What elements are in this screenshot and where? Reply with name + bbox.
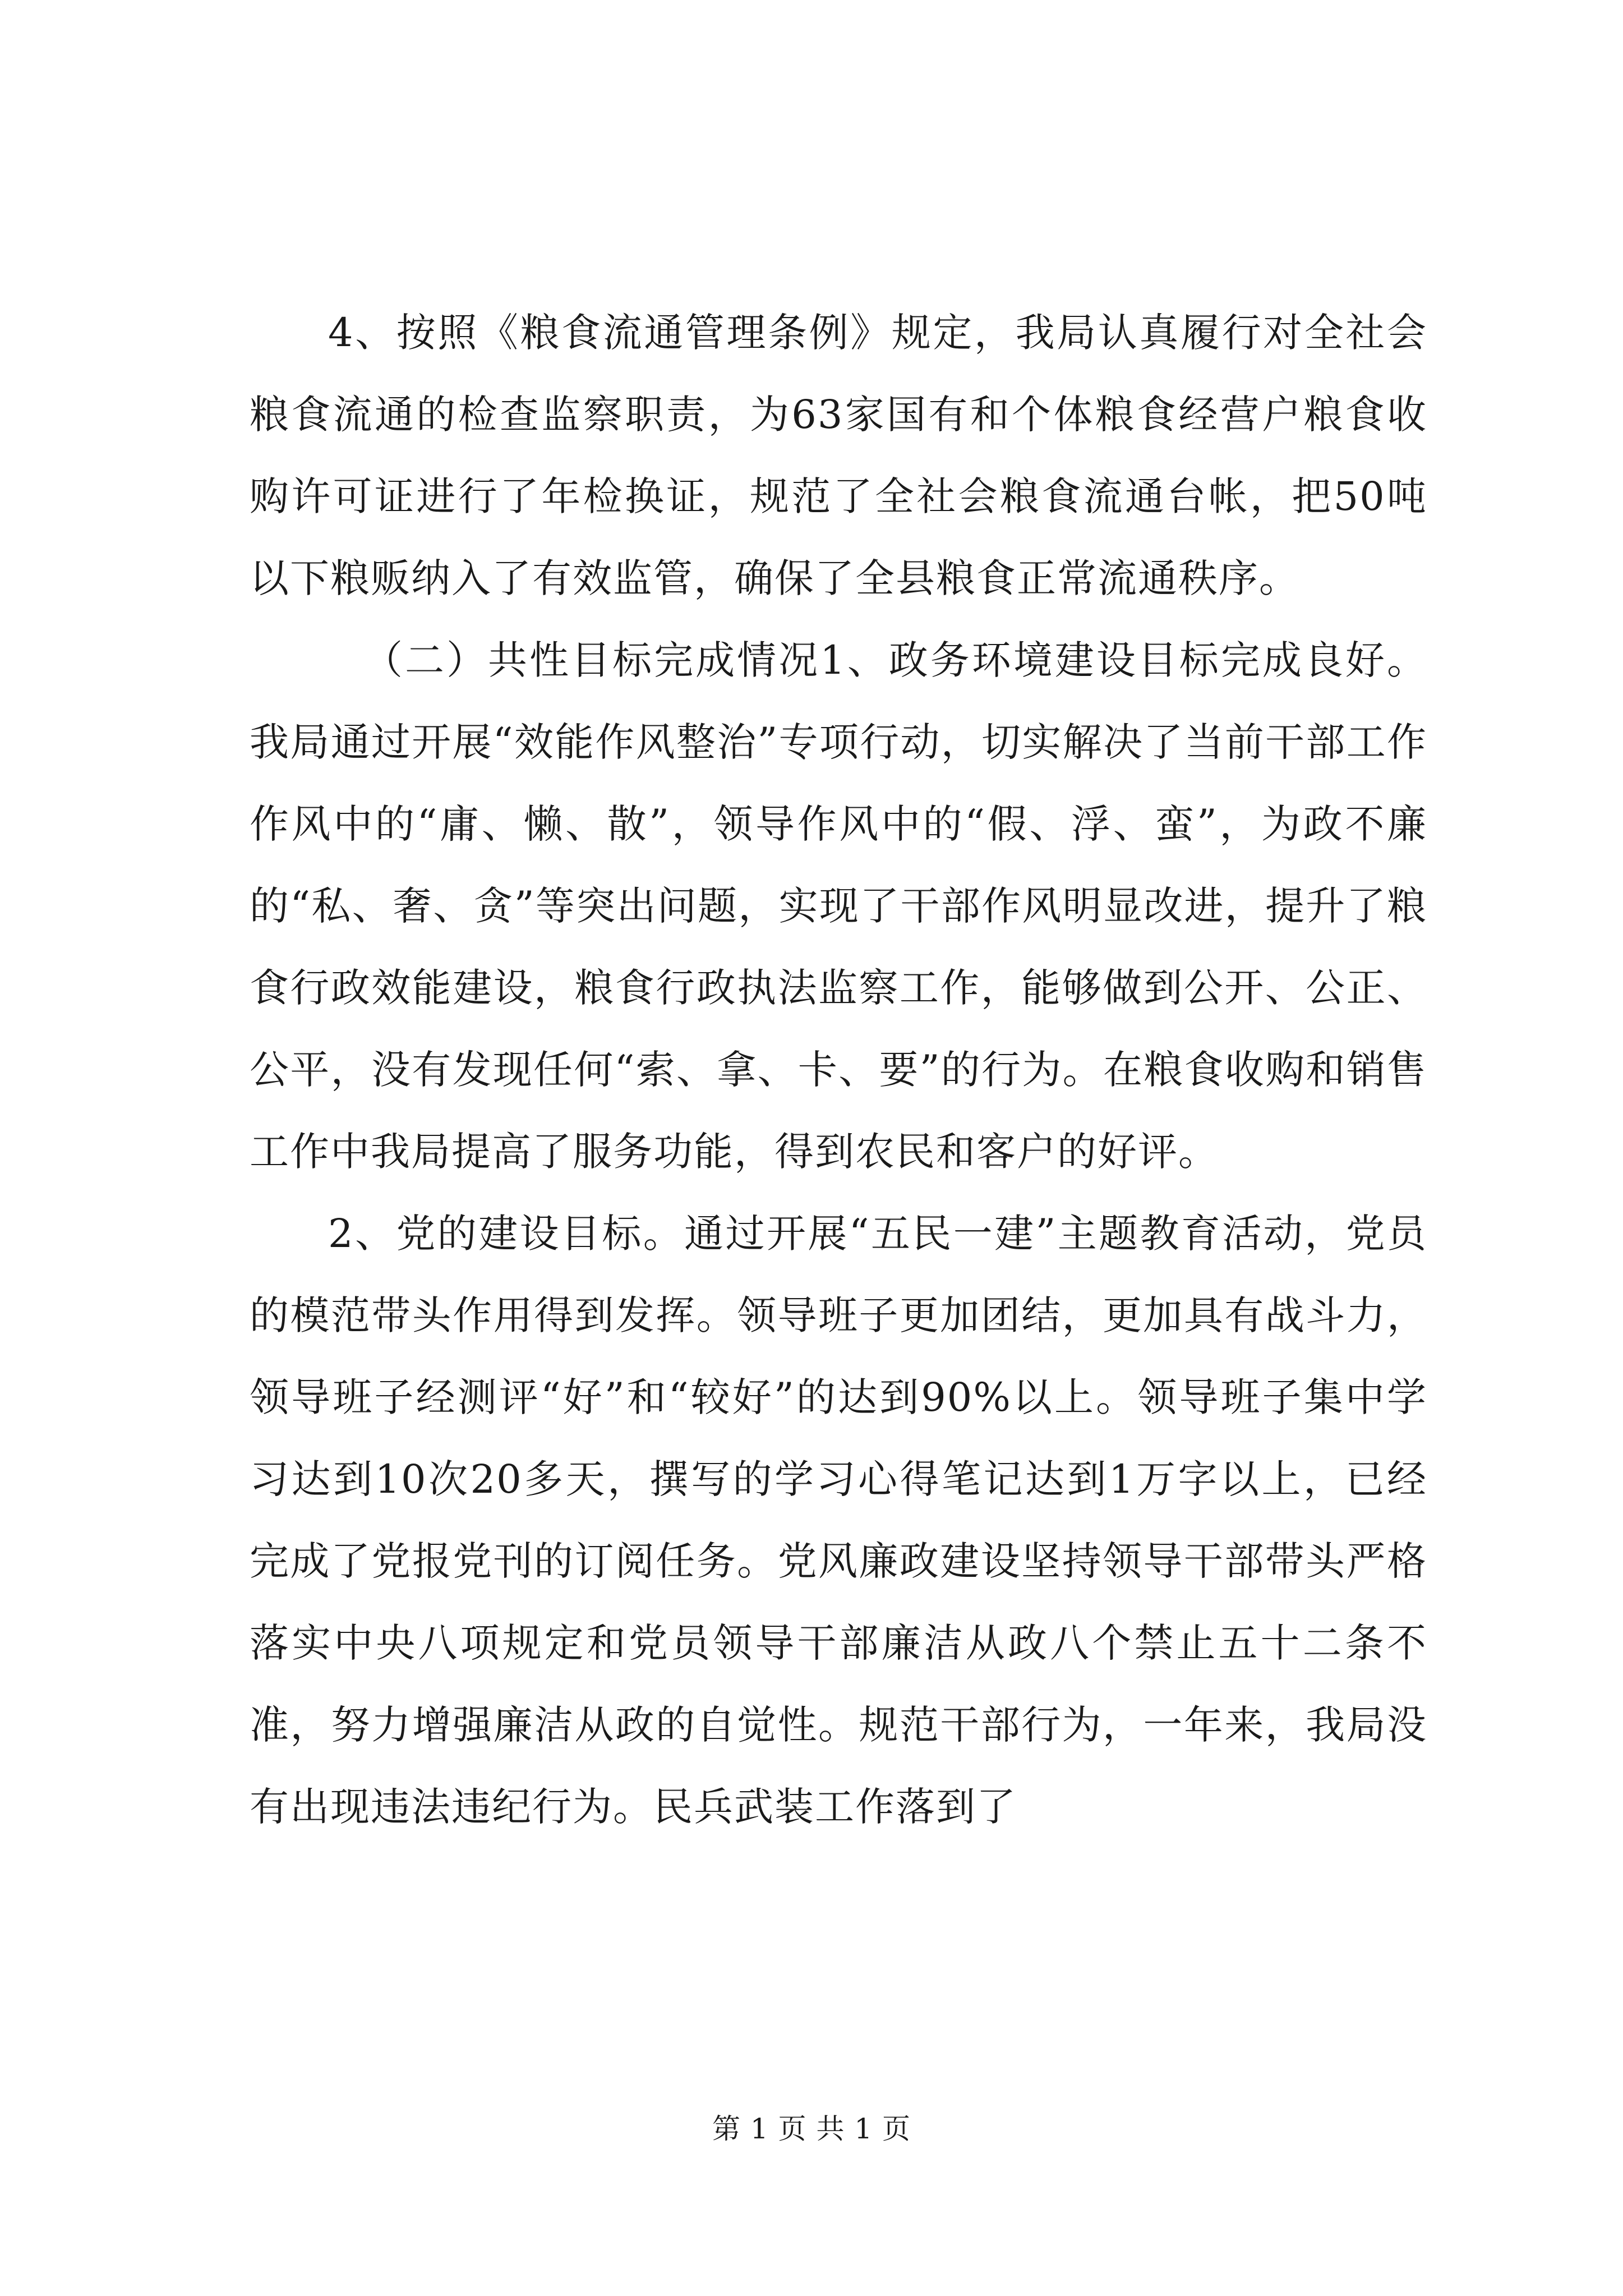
- paragraph-common-goals: （二）共性目标完成情况1、政务环境建设目标完成良好。我局通过开展“效能作风整治”专项行动，切实解决了当前干部工作作风中的“庸、懒、散”，领导作风中的“假、浮、蛮”，为政不廉的“私、奢、贪”等突出问题，实现了干部作风明显改进，提升了粮食行政效能建设，粮食行政执法监察工作，能够做到公开、公正、公平，没有发现任何“索、拿、卡、要”的行为。在粮食收购和销售工作中我局提高了服务功能，得到农民和客户的好评。: [250, 637, 1427, 1175]
- paragraph-party-building: 2、党的建设目标。通过开展“五民一建”主题教育活动，党员的模范带头作用得到发挥。领导班子更加团结，更加具有战斗力，领导班子经测评“好”和“较好”的达到90%以上。领导班子集中学习达到10次20多天，撰写的学习心得笔记达到1万字以上，已经完成了党报党刊的订阅任务。党风廉政建设坚持领导干部带头严格落实中央八项规定和党员领导干部廉洁从政八个禁止五十二条不准，努力增强廉洁从政的自觉性。规范干部行为，一年来，我局没有出现违法违纪行为。民兵武装工作落到了: [250, 1211, 1427, 1830]
- paragraph-grain-circulation-inspection: 4、按照《粮食流通管理条例》规定，我局认真履行对全社会粮食流通的检查监察职责，为63家国有和个体粮食经营户粮食收购许可证进行了年检换证，规范了全社会粮食流通台帐，把50吨以下粮贩纳入了有效监管，确保了全县粮食正常流通秩序。: [250, 310, 1427, 601]
- document-body: [250, 292, 1427, 1848]
- page-number-footer: 第 1 页 共 1 页: [712, 2113, 911, 2145]
